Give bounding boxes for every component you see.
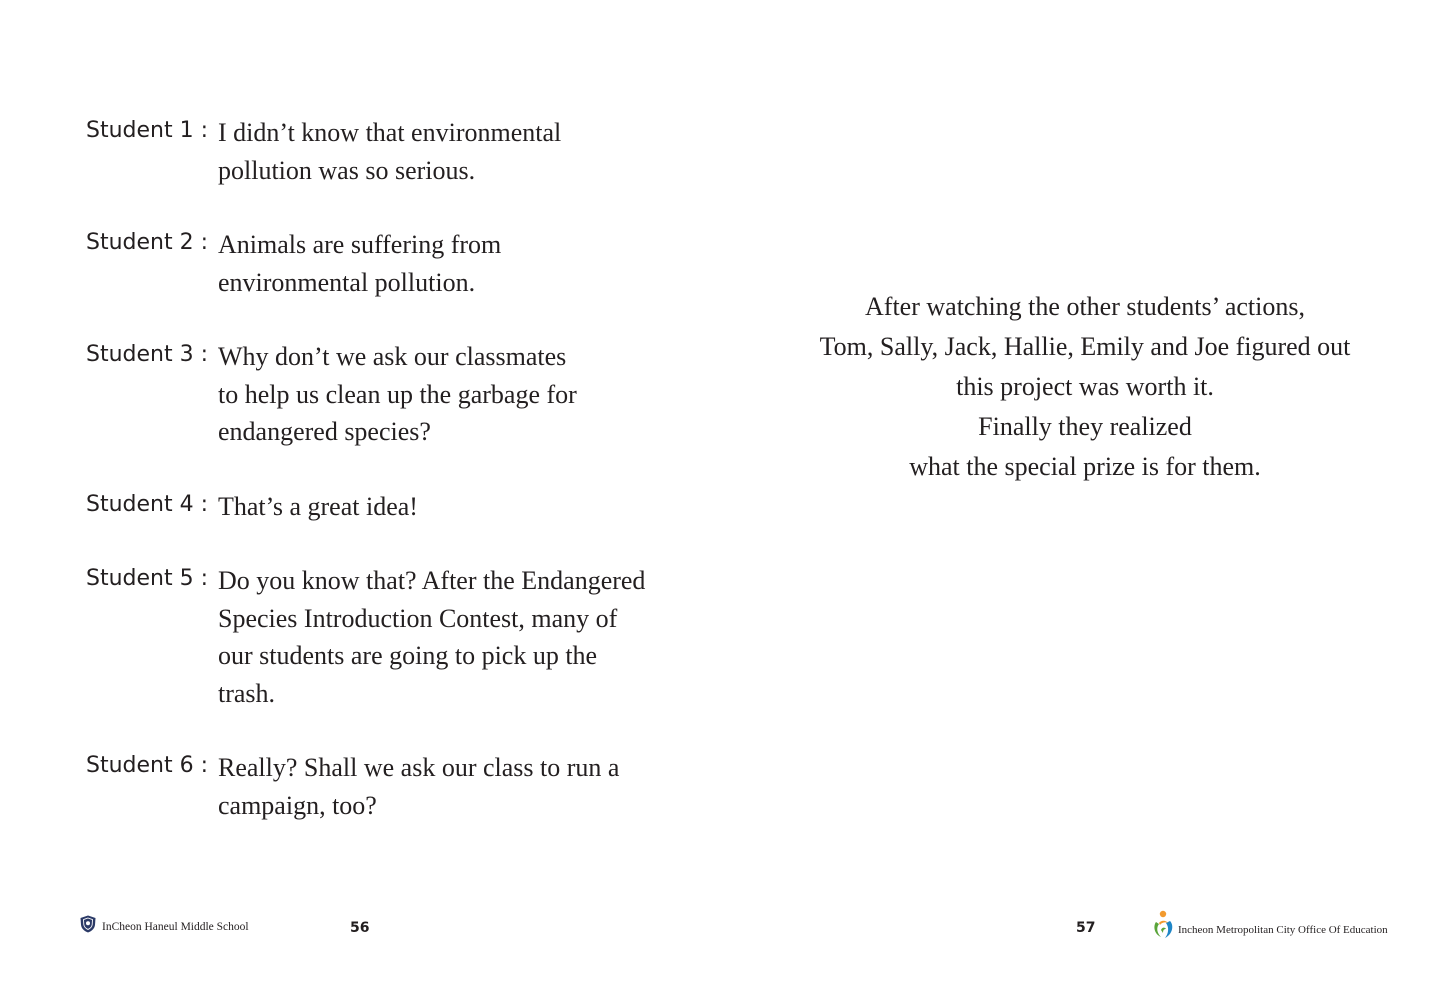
speech-line: Do you know that? After the Endangered	[218, 566, 646, 595]
speech-line: Why don’t we ask our classmates	[218, 342, 567, 371]
speech-line: Really? Shall we ask our class to run a	[218, 753, 620, 782]
dialogue-line-6	[86, 749, 706, 824]
speaker-label: Student 4 :	[86, 491, 208, 517]
speech-line: environmental pollution.	[218, 267, 476, 297]
speech-line: I didn’t know that environmental	[218, 118, 562, 147]
speech-line: That’s a great idea!	[218, 491, 418, 521]
dialogue-line-1	[86, 114, 706, 189]
narration-line: Finally they realized	[978, 412, 1192, 441]
speech-line: campaign, too?	[218, 790, 377, 820]
left-footer	[80, 915, 249, 938]
dialogue-line-3	[86, 338, 706, 451]
speech-text	[218, 749, 619, 824]
speech-text	[218, 338, 577, 451]
speech-text	[218, 562, 645, 712]
dialogue-line-5	[86, 562, 706, 712]
speech-line: to help us clean up the garbage for	[218, 379, 577, 409]
speaker-label: Student 2 :	[86, 230, 208, 255]
speech-text	[218, 226, 501, 301]
speech-line: pollution was so serious.	[218, 155, 476, 185]
narration-line: After watching the other students’ actions,	[865, 292, 1305, 321]
speech-line: trash.	[218, 678, 276, 708]
school-shield-icon	[80, 915, 96, 938]
speech-line: Species Introduction Contest, many of	[218, 603, 618, 633]
narration-line: Tom, Sally, Jack, Hallie, Emily and Joe figured out	[819, 332, 1351, 361]
page-number-right: 57	[1076, 920, 1096, 936]
speech-line: our students are going to pick up the	[218, 641, 598, 670]
school-name: InCheon Haneul Middle School	[102, 920, 249, 933]
speech-line: Animals are suffering from	[218, 230, 502, 259]
speaker-label: Student 5 :	[86, 566, 208, 591]
narration-line: what the special prize is for them.	[909, 452, 1261, 481]
right-footer	[1151, 910, 1388, 945]
narration-line: this project was worth it.	[956, 372, 1214, 401]
speaker-label: Student 3 :	[86, 342, 208, 367]
speaker-label: Student 1 :	[86, 118, 208, 143]
speech-text	[218, 114, 561, 189]
dialogue-line-2	[86, 226, 706, 301]
speech-line: endangered species?	[218, 417, 431, 446]
speech-text	[218, 488, 418, 526]
dialogue-list	[86, 114, 706, 824]
education-office-logo-icon	[1151, 910, 1175, 945]
page-number-left: 56	[350, 920, 370, 936]
dialogue-line-4	[86, 488, 706, 526]
narration-text	[785, 287, 1385, 487]
office-name: Incheon Metropolitan City Office Of Education	[1178, 923, 1388, 936]
speaker-label: Student 6 :	[86, 753, 208, 778]
